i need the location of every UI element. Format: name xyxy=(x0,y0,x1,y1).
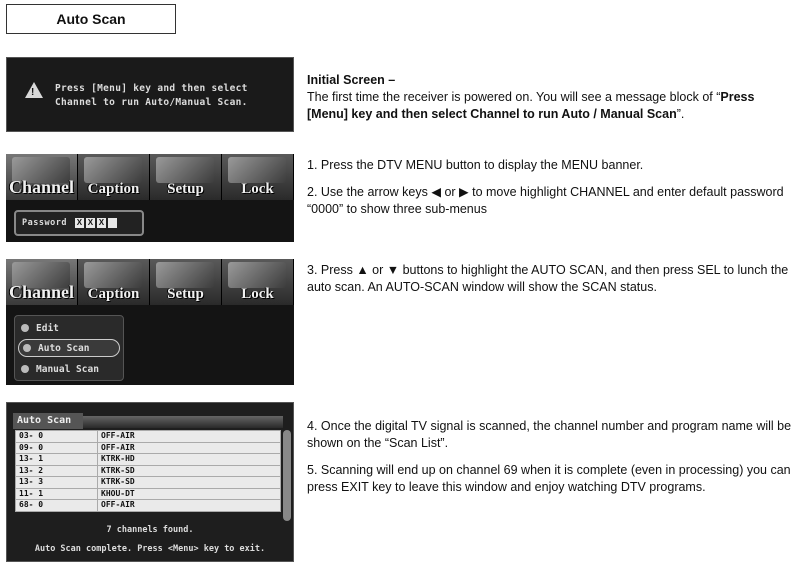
lock-icon xyxy=(228,157,286,183)
initial-body-suffix: ”. xyxy=(676,107,685,121)
step-5: 5. Scanning will end up on channel 69 when it is complete (even in processing) you can press EXIT key to leave this window and enjoy watching DTV programs. xyxy=(307,463,791,494)
tab-lock-label: Lock xyxy=(241,286,274,302)
caption-icon xyxy=(84,262,142,288)
initial-screen-image xyxy=(6,57,294,132)
bullet-icon xyxy=(21,324,29,332)
channel-number-cell: 09- 0 xyxy=(16,442,98,454)
program-name-cell: OFF-AIR xyxy=(98,431,281,443)
table-row xyxy=(16,454,281,466)
password-digit-4 xyxy=(108,218,117,228)
channel-submenu xyxy=(14,315,124,381)
warning-exclamation: ! xyxy=(31,87,35,98)
channel-number-cell: 13- 3 xyxy=(16,477,98,489)
scan-list-table xyxy=(15,430,281,512)
password-field[interactable] xyxy=(14,210,144,236)
page-title: Auto Scan xyxy=(6,4,176,34)
tab-lock[interactable] xyxy=(222,259,294,305)
step-3-text xyxy=(307,262,792,306)
channel-number-cell: 11- 1 xyxy=(16,488,98,500)
submenu-item-auto-scan[interactable] xyxy=(18,339,120,357)
channel-number-cell: 68- 0 xyxy=(16,500,98,512)
tab-caption[interactable] xyxy=(78,154,150,200)
tab-channel-label: Channel xyxy=(8,177,75,197)
channel-number-cell: 03- 0 xyxy=(16,431,98,443)
tab-setup[interactable] xyxy=(150,259,222,305)
channel-number-cell: 13- 1 xyxy=(16,454,98,466)
initial-message-line1: Press [Menu] key and then select xyxy=(55,83,248,94)
program-name-cell: KHOU-DT xyxy=(98,488,281,500)
program-name-cell: OFF-AIR xyxy=(98,500,281,512)
tab-setup-label: Setup xyxy=(167,286,204,302)
step-2: 2. Use the arrow keys ◀ or ▶ to move highlight CHANNEL and enter default password “0000” to show three sub-menus xyxy=(307,185,784,216)
menu-banner-image xyxy=(6,154,294,242)
menu-banner xyxy=(6,154,294,200)
program-name-cell: KTRK-SD xyxy=(98,477,281,489)
tab-caption-label: Caption xyxy=(87,181,140,197)
initial-body xyxy=(307,89,787,123)
initial-body-prefix: The first time the receiver is powered on. You will see a message block of “ xyxy=(307,90,721,104)
bullet-icon xyxy=(23,344,31,352)
submenu-item-edit[interactable] xyxy=(21,319,59,337)
setup-icon xyxy=(156,262,214,288)
password-digit-1: X xyxy=(76,218,83,227)
initial-message xyxy=(55,82,248,110)
program-name-cell: KTRK-HD xyxy=(98,454,281,466)
tab-caption[interactable] xyxy=(78,259,150,305)
table-row xyxy=(16,431,281,443)
channels-found-text: 7 channels found. xyxy=(106,525,194,535)
password-digit-3: X xyxy=(98,218,105,227)
password-digit-2: X xyxy=(87,218,94,227)
table-row xyxy=(16,442,281,454)
initial-body-bold: Press [Menu] key and then select Channel to run Auto / Manual Scan xyxy=(307,90,755,121)
tab-setup-label: Setup xyxy=(167,181,204,197)
submenu-item-label: Edit xyxy=(36,322,59,334)
submenu-item-label: Auto Scan xyxy=(38,342,90,354)
initial-heading: Initial Screen – xyxy=(307,73,396,87)
steps-4-5 xyxy=(307,418,792,506)
bullet-icon xyxy=(21,365,29,373)
step-3: 3. Press ▲ or ▼ buttons to highlight the AUTO SCAN, and then press SEL to lunch the auto scan. An AUTO-SCAN window will show the SCAN status. xyxy=(307,263,789,294)
scan-window-title: Auto Scan xyxy=(13,413,83,429)
tab-caption-label: Caption xyxy=(87,286,140,302)
initial-screen-text xyxy=(307,72,787,123)
program-name-cell: KTRK-SD xyxy=(98,465,281,477)
scan-list-image xyxy=(6,402,294,562)
scrollbar[interactable] xyxy=(283,430,291,521)
submenu-item-manual-scan[interactable] xyxy=(21,360,99,378)
tab-channel[interactable] xyxy=(6,259,78,305)
table-row xyxy=(16,500,281,512)
steps-1-2 xyxy=(307,157,787,228)
tab-lock[interactable] xyxy=(222,154,294,200)
tab-setup[interactable] xyxy=(150,154,222,200)
caption-icon xyxy=(84,157,142,183)
step-1: 1. Press the DTV MENU button to display the MENU banner. xyxy=(307,158,644,172)
tab-lock-label: Lock xyxy=(241,181,274,197)
initial-message-line2: Channel to run Auto/Manual Scan. xyxy=(55,97,248,108)
scan-complete-text: Auto Scan complete. Press <Menu> key to exit. xyxy=(34,544,266,554)
password-label: Password xyxy=(22,218,67,228)
submenu-item-label: Manual Scan xyxy=(36,363,99,375)
tab-channel-label: Channel xyxy=(8,282,75,302)
table-row xyxy=(16,465,281,477)
lock-icon xyxy=(228,262,286,288)
table-row xyxy=(16,488,281,500)
title-bar xyxy=(83,416,283,428)
setup-icon xyxy=(156,157,214,183)
channel-number-cell: 13- 2 xyxy=(16,465,98,477)
menu-banner xyxy=(6,259,294,305)
program-name-cell: OFF-AIR xyxy=(98,442,281,454)
step-4: 4. Once the digital TV signal is scanned, the channel number and program name will be shown on the “Scan List”. xyxy=(307,419,792,450)
table-row xyxy=(16,477,281,489)
tab-channel[interactable] xyxy=(6,154,78,200)
submenu-image xyxy=(6,259,294,385)
